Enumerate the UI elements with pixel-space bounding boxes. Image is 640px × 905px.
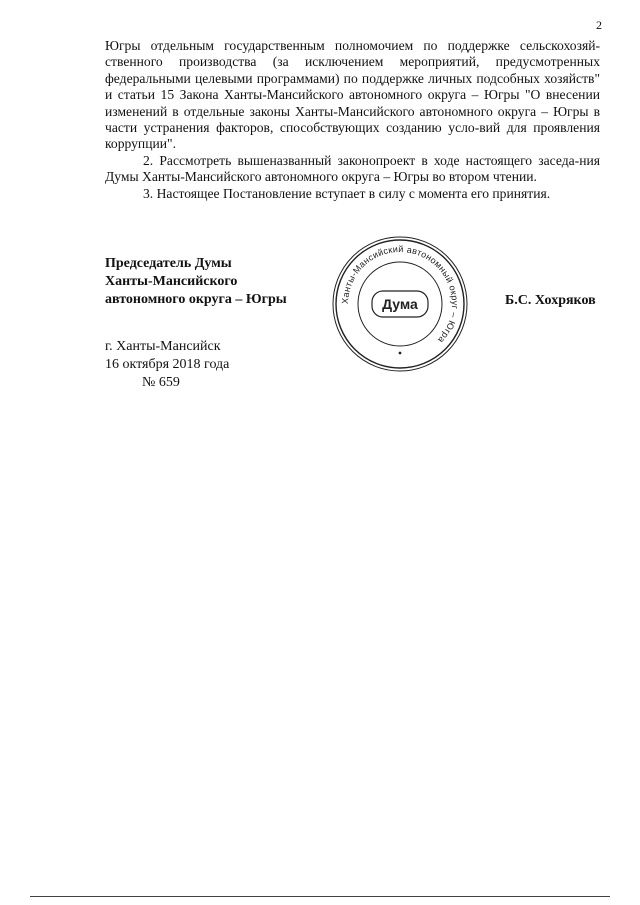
signatory-name: Б.С. Хохряков [505,293,596,308]
paragraph-item-3: 3. Настоящее Постановление вступает в силу с момента его принятия. [143,185,551,201]
signatory-title-line: Ханты-Мансийского [105,274,238,289]
signatory-title [105,255,287,309]
seal-ring-text: Ханты-Мансийский автономный округ – Югра [339,243,461,346]
official-seal [330,234,470,374]
signatory-title-line: автономного округа – Югры [105,292,287,307]
document-number: № 659 [142,375,180,390]
date: 16 октября 2018 года [105,357,230,372]
paragraph-continuation: Югры отдельным государственным полномочием по поддержке сельскохозяй-ственного производства (за исключением мероприятий, предусмотренных федеральными целевыми программами) по поддержке личных подсобных хозяйств" и статьи 15 Закона Ханты-Мансийского автономного округа – Югры "О внесении изменений в отдельные законы Ханты-Мансийского автономного округа – Югры в части устранения факторов, способствующих созданию усло-вий для проявления коррупции". [105,38,600,152]
city: г. Ханты-Мансийск [105,339,221,354]
document-body [105,38,600,202]
page-number: 2 [596,18,602,32]
signatory-title-line: Председатель Думы [105,256,232,271]
paragraph-item-2: 2. Рассмотреть вышеназванный законопроект в ходе настоящего заседа-ния Думы Ханты-Мансийского автономного округа – Югры во втором чтении. [105,152,600,185]
bottom-border-line [30,896,610,897]
svg-text:Ханты-Мансийский автономный ок [340,244,460,345]
seal-center-text: Дума [382,296,418,312]
place-date-block [105,338,229,392]
